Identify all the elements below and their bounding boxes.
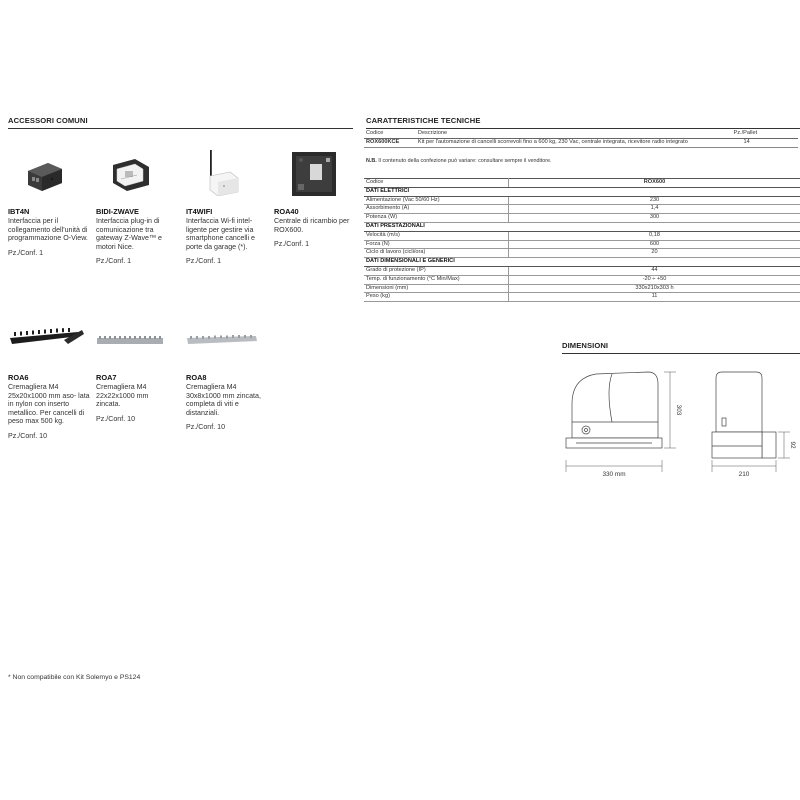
accessory-description: Cremagliera M4 25x20x1000 mm aso- lata in nylon con inserto metallico. Per cancelli di peso max 500 kg. bbox=[8, 383, 90, 426]
product-description: Kit per l'automazione di cancelli scorrevoli fino a 600 kg, 230 Vac, centrale integrata, ricevitore radio integrato bbox=[416, 138, 732, 147]
spec-value: 230 bbox=[509, 196, 800, 205]
spec-row bbox=[364, 240, 800, 249]
spec-head-value: ROX600 bbox=[509, 179, 800, 188]
accessory-pack-qty: Pz./Conf. 1 bbox=[8, 248, 44, 257]
accessory-roa40 bbox=[274, 208, 358, 249]
accessory-code: ROA6 bbox=[8, 373, 29, 382]
base-height-label: 92 bbox=[789, 441, 796, 449]
dimensions-title: DIMENSIONI bbox=[562, 341, 609, 350]
product-code: ROX600KCE bbox=[364, 138, 416, 147]
accessory-ibt4n bbox=[8, 208, 92, 257]
spec-value: 330x210x303 h bbox=[509, 284, 800, 293]
spec-label: Grado di protezione (IP) bbox=[364, 266, 509, 275]
accessory-pack-qty: Pz./Conf. 10 bbox=[96, 414, 136, 423]
spec-row bbox=[364, 275, 800, 284]
spec-value: 11 bbox=[509, 293, 800, 302]
accessories-title: ACCESSORI COMUNI bbox=[8, 116, 88, 125]
spec-head-label: Codice bbox=[364, 179, 509, 188]
spec-value: 300 bbox=[509, 214, 800, 223]
spec-row bbox=[364, 284, 800, 293]
product-pallet-qty: 14 bbox=[732, 138, 798, 147]
dimensions-title-rule bbox=[562, 353, 800, 354]
accessory-pack-qty: Pz./Conf. 10 bbox=[8, 432, 48, 441]
front-view bbox=[566, 372, 662, 448]
spec-label: Ciclo di lavoro (cicli/ora) bbox=[364, 249, 509, 258]
spec-row bbox=[364, 249, 800, 258]
accessory-description: Interfaccia per il collegamento dell'unità di programmazione O-View. bbox=[8, 217, 88, 243]
spec-row bbox=[364, 293, 800, 302]
spec-row bbox=[364, 214, 800, 223]
spec-label: Alimentazione (Vac 50/60 Hz) bbox=[364, 196, 509, 205]
roa6-image bbox=[8, 328, 84, 348]
accessory-code: ROA7 bbox=[96, 373, 117, 382]
accessory-code: IBT4N bbox=[8, 207, 30, 216]
spec-value: 20 bbox=[509, 249, 800, 258]
spec-label: Forza (N) bbox=[364, 240, 509, 249]
bidi-zwave-image bbox=[107, 155, 153, 195]
col-header-description: Descrizione bbox=[416, 130, 732, 138]
spec-label: Velocità (m/s) bbox=[364, 231, 509, 240]
accessory-description: Interfaccia Wi-fi intel- ligente per gestire via smartphone cancelli e porte da garage (*). bbox=[186, 217, 256, 251]
accessory-it4wifi bbox=[186, 208, 264, 266]
spec-group-row bbox=[364, 258, 800, 267]
ibt4n-image bbox=[24, 155, 64, 195]
accessory-pack-qty: Pz./Conf. 1 bbox=[186, 257, 222, 266]
specs-title: CARATTERISTICHE TECNICHE bbox=[366, 116, 481, 125]
spec-label: Peso (kg) bbox=[364, 293, 509, 302]
accessory-roa7 bbox=[96, 374, 174, 423]
accessory-roa8 bbox=[186, 374, 264, 432]
dimension-drawing bbox=[556, 360, 796, 486]
spec-value: -20 ÷ +50 bbox=[509, 275, 800, 284]
spec-label: Assorbimento (A) bbox=[364, 205, 509, 214]
accessory-code: ROA8 bbox=[186, 373, 207, 382]
height-label: 303 bbox=[675, 404, 682, 416]
spec-label: Temp. di funzionamento (°C Min/Max) bbox=[364, 275, 509, 284]
side-view bbox=[712, 372, 776, 458]
col-header-code: Codice bbox=[364, 130, 416, 138]
accessory-bidi-zwave bbox=[96, 208, 174, 266]
accessories-title-rule bbox=[8, 128, 353, 129]
accessory-pack-qty: Pz./Conf. 1 bbox=[274, 240, 310, 249]
footnote: * Non compatibile con Kit Solemyo e PS124 bbox=[8, 674, 141, 681]
accessory-description: Centrale di ricambio per ROX600. bbox=[274, 217, 350, 234]
spec-group-title: DATI DIMENSIONALI E GENERICI bbox=[364, 258, 800, 267]
spec-table bbox=[364, 178, 800, 302]
accessory-description: Cremagliera M4 22x22x1000 mm zincata. bbox=[96, 383, 149, 409]
spec-row bbox=[364, 205, 800, 214]
accessory-description: Cremagliera M4 30x8x1000 mm zincata, completa di viti e distanziali. bbox=[186, 383, 261, 417]
product-table bbox=[364, 130, 798, 148]
accessory-pack-qty: Pz./Conf. 10 bbox=[186, 423, 226, 432]
nb-note bbox=[366, 158, 552, 164]
accessory-code: BIDI-ZWAVE bbox=[96, 207, 139, 216]
spec-group-row bbox=[364, 187, 800, 196]
spec-row bbox=[364, 266, 800, 275]
nb-label: N.B. bbox=[366, 158, 377, 164]
spec-group-title: DATI PRESTAZIONALI bbox=[364, 222, 800, 231]
accessory-code: ROA40 bbox=[274, 207, 299, 216]
roa7-image bbox=[96, 334, 164, 346]
spec-group-title: DATI ELETTRICI bbox=[364, 187, 800, 196]
accessory-roa6 bbox=[8, 374, 90, 441]
spec-label: Dimensioni (mm) bbox=[364, 284, 509, 293]
accessory-description: Interfaccia plug-in di comunicazione tra gateway Z-Wave™ e motori Nice. bbox=[96, 217, 162, 251]
nb-text: Il contenuto della confezione può variare: consultare sempre il venditore. bbox=[378, 158, 552, 164]
spec-label: Potenza (W) bbox=[364, 214, 509, 223]
roa8-image bbox=[186, 332, 258, 348]
it4wifi-image bbox=[200, 148, 242, 196]
spec-row bbox=[364, 196, 800, 205]
spec-group-row bbox=[364, 222, 800, 231]
spec-value: 44 bbox=[509, 266, 800, 275]
front-width-label: 330 mm bbox=[602, 471, 626, 478]
spec-value: 0,18 bbox=[509, 231, 800, 240]
specs-title-rule bbox=[366, 128, 800, 129]
accessory-pack-qty: Pz./Conf. 1 bbox=[96, 257, 132, 266]
accessory-code: IT4WIFI bbox=[186, 207, 213, 216]
spec-value: 1,4 bbox=[509, 205, 800, 214]
side-width-label: 210 bbox=[738, 471, 750, 478]
spec-row bbox=[364, 231, 800, 240]
roa40-image bbox=[290, 148, 342, 200]
col-header-pallet: Pz./Pallet bbox=[732, 130, 798, 138]
spec-value: 600 bbox=[509, 240, 800, 249]
